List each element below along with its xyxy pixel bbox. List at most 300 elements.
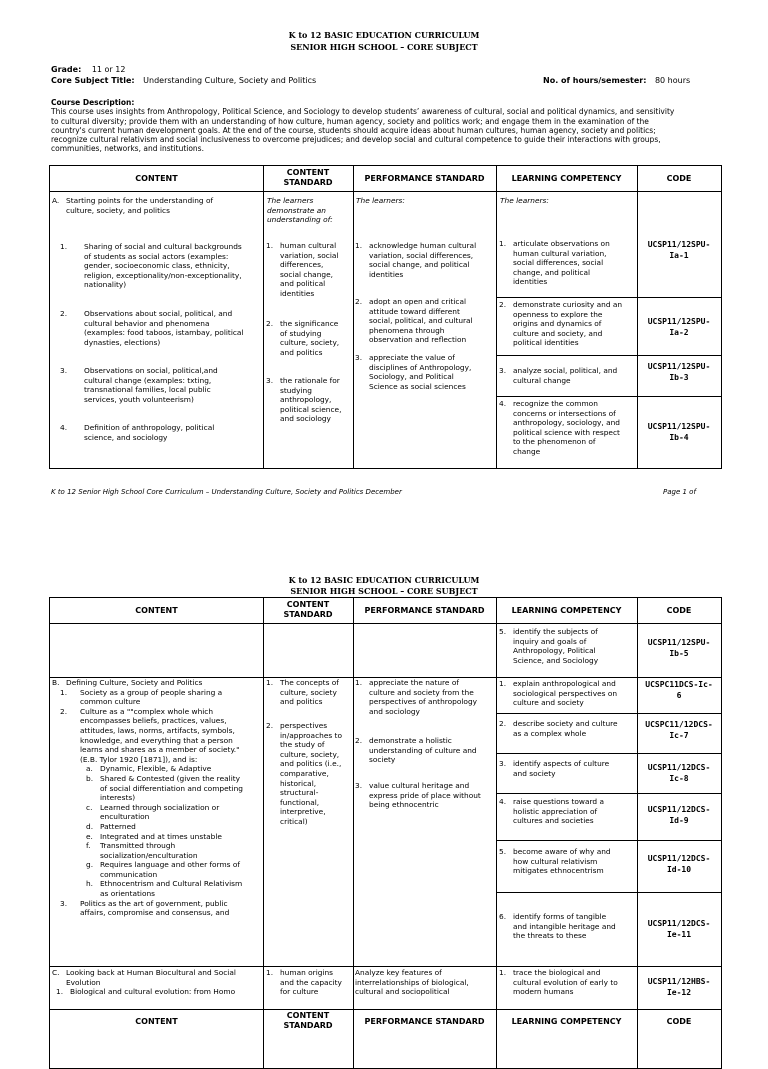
item-number: 4. <box>499 399 507 408</box>
item-line: cultural and sociopolitical <box>355 987 450 997</box>
performance-standard-1 <box>355 241 495 279</box>
column-header-content: CONTENT <box>135 606 178 615</box>
learning-competency-b1 <box>499 679 637 708</box>
column-header-learning-competency: LEARNING COMPETENCY <box>511 1017 622 1026</box>
item-line: political science, <box>280 404 342 414</box>
column-header-performance-standard: PERFORMANCE STANDARD <box>364 1017 485 1026</box>
item-number: 1. <box>60 687 68 697</box>
item-line: structural- <box>280 788 319 798</box>
competency-code <box>637 804 721 826</box>
learning-competency-b2 <box>499 719 637 738</box>
item-line: (E.B. Tylor 1920 [1871]), and is: <box>80 754 198 764</box>
intro-line: demonstrate an <box>267 205 326 215</box>
code-line: Id-10 <box>666 865 692 874</box>
item-line: political identities <box>513 338 579 348</box>
grade-label: Grade: <box>51 65 82 74</box>
item-line: Sharing of social and cultural backgrounds <box>84 242 242 251</box>
item-number: 6. <box>499 912 507 921</box>
code-line: UCSP11/12DCS- <box>647 763 711 772</box>
column-header-text: STANDARD <box>283 178 333 187</box>
item-line: identify aspects of culture <box>513 759 610 768</box>
item-line: raise questions toward a <box>513 797 604 806</box>
item-line: studying <box>280 385 312 395</box>
code-line: UCSP11/12SPU- <box>647 638 711 647</box>
column-header-content-standard <box>263 168 353 188</box>
item-line: interrelationships of biological, <box>355 977 469 987</box>
competency-code <box>637 316 721 338</box>
item-line: cultural evolution of early to <box>513 977 618 987</box>
course-description-label: Course Description: <box>51 98 135 107</box>
grade-value: 11 or 12 <box>91 65 126 74</box>
item-number: 2. <box>355 736 363 745</box>
section-title: Evolution <box>66 977 101 987</box>
code-line: UCSP11/12DCS- <box>647 854 711 863</box>
item-line: inquiry and goals of <box>513 636 587 646</box>
item-line: and politics (i.e., <box>280 759 342 769</box>
item-line: Analyze key features of <box>355 968 442 977</box>
item-letter: f. <box>86 841 91 851</box>
item-line: appreciate the nature of <box>369 678 459 687</box>
item-line: anthropology, <box>280 395 332 405</box>
item-line: comparative, <box>280 768 329 778</box>
column-header-performance-standard: PERFORMANCE STANDARD <box>364 174 485 183</box>
code-line: 6 <box>676 691 682 700</box>
code-line: Ib-4 <box>669 433 689 442</box>
item-number: 1. <box>499 239 507 248</box>
item-line: anthropology, sociology, and <box>513 418 620 428</box>
section-title: Starting points for the understanding of <box>66 196 214 205</box>
item-line: learns and shares as a member of society." <box>80 745 240 755</box>
column-header-content: CONTENT <box>135 174 178 183</box>
item-line: identities <box>513 277 548 287</box>
item-line: adopt an open and critical <box>369 297 467 306</box>
content-standard-b2 <box>266 721 352 827</box>
content-standard-intro <box>267 196 351 225</box>
item-line: and the capacity <box>280 977 342 987</box>
item-line: Definition of anthropology, political <box>84 423 215 432</box>
item-line: of social differentiation and competing <box>100 783 243 793</box>
learning-competency-b3 <box>499 759 637 778</box>
learning-competency-b4 <box>499 797 637 826</box>
code-line: UCSP11/12DCS- <box>647 919 711 928</box>
item-letter: b. <box>86 773 94 783</box>
item-line: identities <box>369 269 404 279</box>
item-line: knowledge, and everything that a person <box>80 735 233 745</box>
code-line: UCSP11/12SPU- <box>647 240 711 249</box>
item-number: 3. <box>499 366 507 375</box>
item-line: political science with respect <box>513 427 620 437</box>
item-line: functional, <box>280 797 320 807</box>
item-line: attitudes, laws, norms, artifacts, symbols, <box>80 725 235 735</box>
performance-standard-b3 <box>355 781 495 810</box>
competency-code <box>637 361 721 383</box>
item-line: identify forms of tangible <box>513 912 607 921</box>
column-header-content-standard <box>263 1011 353 1031</box>
column-header-code: CODE <box>666 606 692 615</box>
item-line: transnational families, local public <box>84 385 211 395</box>
item-number: 2. <box>355 297 363 306</box>
item-line: analyze social, political, and <box>513 366 618 375</box>
item-line: Shared & Contested (given the reality <box>100 773 241 783</box>
item-line: encompasses beliefs, practices, values, <box>80 716 227 726</box>
item-line: affairs, compromise and consensus, and <box>80 908 230 918</box>
item-line: and society <box>513 768 556 778</box>
item-line: describe society and culture <box>513 719 618 728</box>
item-line: the significance <box>280 319 339 328</box>
learning-competency-3 <box>499 366 637 385</box>
item-number: 2. <box>60 706 68 716</box>
column-header-text: CONTENT <box>286 1011 330 1020</box>
item-number: 1. <box>266 678 274 687</box>
item-number: 3. <box>60 366 68 375</box>
learning-competency-intro: The learners: <box>500 196 549 205</box>
page-header-line2: SENIOR HIGH SCHOOL – CORE SUBJECT <box>290 42 478 52</box>
performance-standard-2 <box>355 297 495 345</box>
item-line: social change, <box>280 269 333 279</box>
item-number: 3. <box>499 759 507 768</box>
section-c-content <box>52 968 260 997</box>
item-number: 1. <box>499 679 507 688</box>
item-line: become aware of why and <box>513 847 611 856</box>
item-line: modern humans <box>513 987 574 997</box>
curriculum-page-2 <box>0 570 768 1030</box>
description-line: This course uses insights from Anthropology, Political Science, and Sociology to develop students’ awareness of cultural, social and political dynamics, and sensitivity <box>51 107 675 117</box>
item-letter: h. <box>86 879 94 889</box>
section-title: Looking back at Human Biocultural and Social <box>66 968 236 977</box>
item-line: society <box>369 755 396 765</box>
item-line: disciplines of Anthropology, <box>369 362 472 372</box>
item-line: observation and reflection <box>369 335 467 345</box>
learning-competency-c1 <box>499 968 637 997</box>
content-item-4 <box>60 423 260 442</box>
performance-standard-intro: The learners: <box>356 196 405 205</box>
item-line: identities <box>280 288 315 298</box>
item-line: phenomena through <box>369 325 445 335</box>
learning-competency-1 <box>499 239 637 287</box>
intro-line: understanding of: <box>267 215 333 225</box>
item-line: mitigates ethnocentrism <box>513 866 604 876</box>
subject-label: Core Subject Title: <box>51 76 135 85</box>
item-line: articulate observations on <box>513 239 610 248</box>
item-number: 1. <box>60 242 68 251</box>
column-header-text: CONTENT <box>286 168 330 177</box>
column-header-text: STANDARD <box>283 1021 333 1030</box>
competency-code <box>637 976 721 998</box>
item-line: origins and dynamics of <box>513 319 602 329</box>
item-number: 4. <box>60 423 68 432</box>
item-line: holistic appreciation of <box>513 806 598 816</box>
competency-code <box>637 762 721 784</box>
item-line: explain anthropological and <box>513 679 616 688</box>
item-line: trace the biological and <box>513 968 601 977</box>
item-line: understanding of culture and <box>369 745 477 755</box>
item-line: express pride of place without <box>369 790 481 800</box>
item-line: and politics <box>280 697 323 707</box>
item-line: communication <box>100 869 158 879</box>
item-line: in/approaches to <box>280 730 342 740</box>
curriculum-table-continued <box>49 597 722 1069</box>
item-line: as a complex whole <box>513 728 587 738</box>
page-footer-text: K to 12 Senior High School Core Curriculum – Understanding Culture, Society and Politics December <box>51 488 402 496</box>
competency-code <box>637 918 721 940</box>
code-line: UCSP11/12SPU- <box>647 317 711 326</box>
column-header-text: CONTENT <box>286 600 330 609</box>
competency-code <box>637 853 721 875</box>
column-header-code: CODE <box>666 174 692 183</box>
competency-code <box>637 679 721 701</box>
item-line: human cultural variation, <box>513 248 607 258</box>
competency-code <box>637 239 721 261</box>
item-line: and political <box>280 279 326 289</box>
performance-standard-3 <box>355 353 495 391</box>
item-number: 3. <box>355 353 363 362</box>
item-line: identify the subjects of <box>513 627 598 636</box>
code-line: UCSPC11DCS-Ic- <box>645 680 713 689</box>
item-letter: c. <box>86 802 93 812</box>
code-line: UCSP11/12DCS- <box>647 805 711 814</box>
item-line: Biological and cultural evolution: from Homo <box>70 987 236 997</box>
section-letter: C. <box>52 968 60 977</box>
item-line: attitude toward different <box>369 306 460 316</box>
item-number: 2. <box>266 721 274 730</box>
code-line: UCSP11/12SPU- <box>647 362 711 371</box>
item-line: critical) <box>280 816 308 826</box>
item-number: 1. <box>499 968 507 977</box>
item-line: Science as social sciences <box>369 381 466 391</box>
item-line: change, and political <box>513 267 591 277</box>
item-letter: a. <box>86 764 93 774</box>
item-line: how cultural relativism <box>513 856 598 866</box>
column-header-learning-competency: LEARNING COMPETENCY <box>511 606 622 615</box>
item-line: perspectives <box>280 721 328 730</box>
item-letter: g. <box>86 860 94 870</box>
item-line: variation, social <box>280 250 339 260</box>
item-line: of studying <box>280 328 322 338</box>
item-line: culture, society, <box>280 338 340 348</box>
column-header-performance-standard: PERFORMANCE STANDARD <box>364 606 485 615</box>
item-line: the rationale for <box>280 376 340 385</box>
curriculum-page-1 <box>0 0 768 505</box>
item-line: enculturation <box>100 812 150 822</box>
culture-characteristics-list <box>86 764 260 898</box>
item-line: Culture as a ""complex whole which <box>80 706 214 716</box>
description-line: recognize cultural relativism and social inclusiveness to overcome prejudices; and develop social and cultural competence to guide their interactions with groups, <box>51 135 661 145</box>
item-line: and intangible heritage and <box>513 921 616 931</box>
item-line: concerns or intersections of <box>513 408 616 418</box>
item-line: Politics as the art of government, public <box>80 898 228 908</box>
item-number: 3. <box>266 376 274 385</box>
item-number: 5. <box>499 627 507 636</box>
learning-competency-5 <box>499 627 637 665</box>
item-line: Dynamic, Flexible, & Adaptive <box>100 764 212 774</box>
item-line: recognize the common <box>513 399 598 408</box>
item-number: 1. <box>355 241 363 250</box>
item-number: 2. <box>60 309 68 318</box>
item-number: 2. <box>499 300 507 309</box>
item-line: Sociology, and Political <box>369 372 454 382</box>
item-line: cultural change <box>513 375 571 385</box>
column-header-content: CONTENT <box>135 1017 178 1026</box>
item-line: Patterned <box>100 821 136 831</box>
content-standard-3 <box>266 376 352 424</box>
code-line: UCSP11/12HBS- <box>647 977 711 986</box>
item-line: change <box>513 446 541 456</box>
item-number: 1. <box>266 241 274 250</box>
item-line: historical, <box>280 778 317 788</box>
item-line: Observations on social, political,and <box>84 366 218 375</box>
item-line: (examples: food taboos, istambay, political <box>84 328 244 338</box>
item-line: The concepts of <box>280 678 339 687</box>
section-letter: A. <box>52 196 60 205</box>
content-standard-1 <box>266 241 352 299</box>
item-line: acknowledge human cultural <box>369 241 477 250</box>
learning-competency-2 <box>499 300 637 348</box>
page-number: Page 1 of <box>663 488 696 496</box>
hours-value: 80 hours <box>654 76 691 85</box>
performance-standard-c <box>355 968 495 997</box>
item-line: religion, exceptionality/non-exceptionality, <box>84 270 242 280</box>
item-line: and sociology <box>280 414 331 424</box>
item-line: Society as a group of people sharing a <box>80 687 223 697</box>
grade-row <box>51 65 125 75</box>
item-line: social change, and political <box>369 260 470 270</box>
code-line: Ic-7 <box>669 731 689 740</box>
curriculum-table <box>49 165 722 469</box>
hours-row <box>543 76 690 86</box>
section-letter: B. <box>52 678 60 687</box>
item-line: and politics <box>280 347 323 357</box>
item-line: as orientations <box>100 889 156 899</box>
item-line: interests) <box>100 793 136 803</box>
item-number: 1. <box>355 678 363 687</box>
item-line: culture, society <box>280 687 337 697</box>
subject-value: Understanding Culture, Society and Politics <box>143 76 317 85</box>
item-line: perspectives of anthropology <box>369 697 478 707</box>
item-number: 4. <box>499 797 507 806</box>
item-line: cultures and societies <box>513 816 594 826</box>
code-line: Ie-11 <box>666 930 692 939</box>
item-line: Requires language and other forms of <box>100 860 241 870</box>
column-header-content-standard <box>263 600 353 620</box>
intro-line: The learners <box>267 196 314 205</box>
subject-row <box>51 76 316 86</box>
column-header-code: CODE <box>666 1017 692 1026</box>
content-item-2 <box>60 309 260 347</box>
competency-code <box>637 421 721 443</box>
item-line: appreciate the value of <box>369 353 455 362</box>
item-line: Transmitted through <box>100 841 176 851</box>
item-line: to the phenomenon of <box>513 437 596 447</box>
item-line: sociological perspectives on <box>513 688 618 698</box>
item-line: cultural behavior and phenomena <box>84 318 210 328</box>
performance-standard-b1 <box>355 678 495 716</box>
page-header-line2: SENIOR HIGH SCHOOL – CORE SUBJECT <box>290 586 478 596</box>
item-number: 1. <box>56 987 64 997</box>
code-line: Id-9 <box>669 816 689 825</box>
code-line: Ia-2 <box>669 328 689 337</box>
item-line: culture and society <box>513 698 584 708</box>
item-line: human cultural <box>280 241 337 250</box>
section-title: Defining Culture, Society and Politics <box>66 678 203 687</box>
item-line: Anthropology, Political <box>513 646 596 656</box>
item-line: Integrated and at times unstable <box>100 831 222 841</box>
content-standard-2 <box>266 319 352 357</box>
content-standard-c1 <box>266 968 352 997</box>
code-line: Ic-8 <box>669 774 689 783</box>
code-line: Ie-12 <box>666 988 692 997</box>
item-line: Ethnocentrism and Cultural Relativism <box>100 879 243 889</box>
code-line: UCSPC11/12DCS- <box>645 720 713 729</box>
item-line: and sociology <box>369 706 420 716</box>
item-line: being ethnocentric <box>369 800 439 810</box>
item-line: demonstrate curiosity and an <box>513 300 623 309</box>
item-line: for culture <box>280 987 319 997</box>
item-line: value cultural heritage and <box>369 781 470 790</box>
learning-competency-4 <box>499 399 637 457</box>
description-line: country's current human development goals. At the end of the course, students should acquire ideas about human cultures, human agency, society and politics; <box>51 125 656 135</box>
content-standard-b1 <box>266 678 352 707</box>
content-item-3 <box>60 366 260 404</box>
item-line: openness to explore the <box>513 309 603 319</box>
item-number: 5. <box>499 847 507 856</box>
item-line: culture and society from the <box>369 687 474 697</box>
item-number: 2. <box>266 319 274 328</box>
column-header-text: STANDARD <box>283 610 333 619</box>
item-line: Observations about social, political, and <box>84 309 233 318</box>
hours-label: No. of hours/semester: <box>543 76 647 85</box>
item-line: culture, society, <box>280 749 340 759</box>
competency-code <box>637 719 721 741</box>
item-line: services, youth volunteerism) <box>84 394 194 404</box>
item-line: of students as social actors (examples: <box>84 251 229 261</box>
column-header-learning-competency: LEARNING COMPETENCY <box>511 174 622 183</box>
description-line: communities, networks, and institutions. <box>51 144 204 154</box>
performance-standard-b2 <box>355 736 495 765</box>
item-letter: d. <box>86 821 94 831</box>
item-line: differences, <box>280 260 324 270</box>
item-line: science, and sociology <box>84 432 168 442</box>
item-number: 3. <box>60 898 68 908</box>
item-line: nationality) <box>84 280 127 290</box>
item-line: demonstrate a holistic <box>369 736 452 745</box>
item-line: social differences, social <box>513 258 604 268</box>
item-line: gender, socioeconomic class, ethnicity, <box>84 261 230 271</box>
section-b-content <box>52 678 260 918</box>
section-title: culture, society, and politics <box>66 205 170 215</box>
item-number: 2. <box>499 719 507 728</box>
course-description <box>51 98 718 154</box>
code-line: Ia-1 <box>669 251 689 260</box>
learning-competency-b6 <box>499 912 637 941</box>
item-line: the study of <box>280 740 325 750</box>
item-letter: e. <box>86 831 93 841</box>
item-line: culture and society, and <box>513 328 603 338</box>
code-line: UCSP11/12SPU- <box>647 422 711 431</box>
learning-competency-b5 <box>499 847 637 876</box>
item-line: socialization/enculturation <box>100 850 198 860</box>
item-line: social, political, and cultural <box>369 316 473 326</box>
item-line: cultural change (examples: txting, <box>84 375 212 385</box>
item-line: the threats to these <box>513 931 587 941</box>
code-line: Ib-5 <box>669 649 689 658</box>
item-number: 1. <box>266 968 274 977</box>
description-line: to cultural diversity; provide them with an understanding of how culture, human agency, society and politics work; and engage them in the examination of the <box>51 116 649 126</box>
code-line: Ib-3 <box>669 373 689 382</box>
item-line: dynasties, elections) <box>84 337 161 347</box>
page-header-line1: K to 12 BASIC EDUCATION CURRICULUM <box>288 30 480 40</box>
section-a-heading <box>52 196 257 215</box>
item-line: Learned through socialization or <box>100 802 220 812</box>
